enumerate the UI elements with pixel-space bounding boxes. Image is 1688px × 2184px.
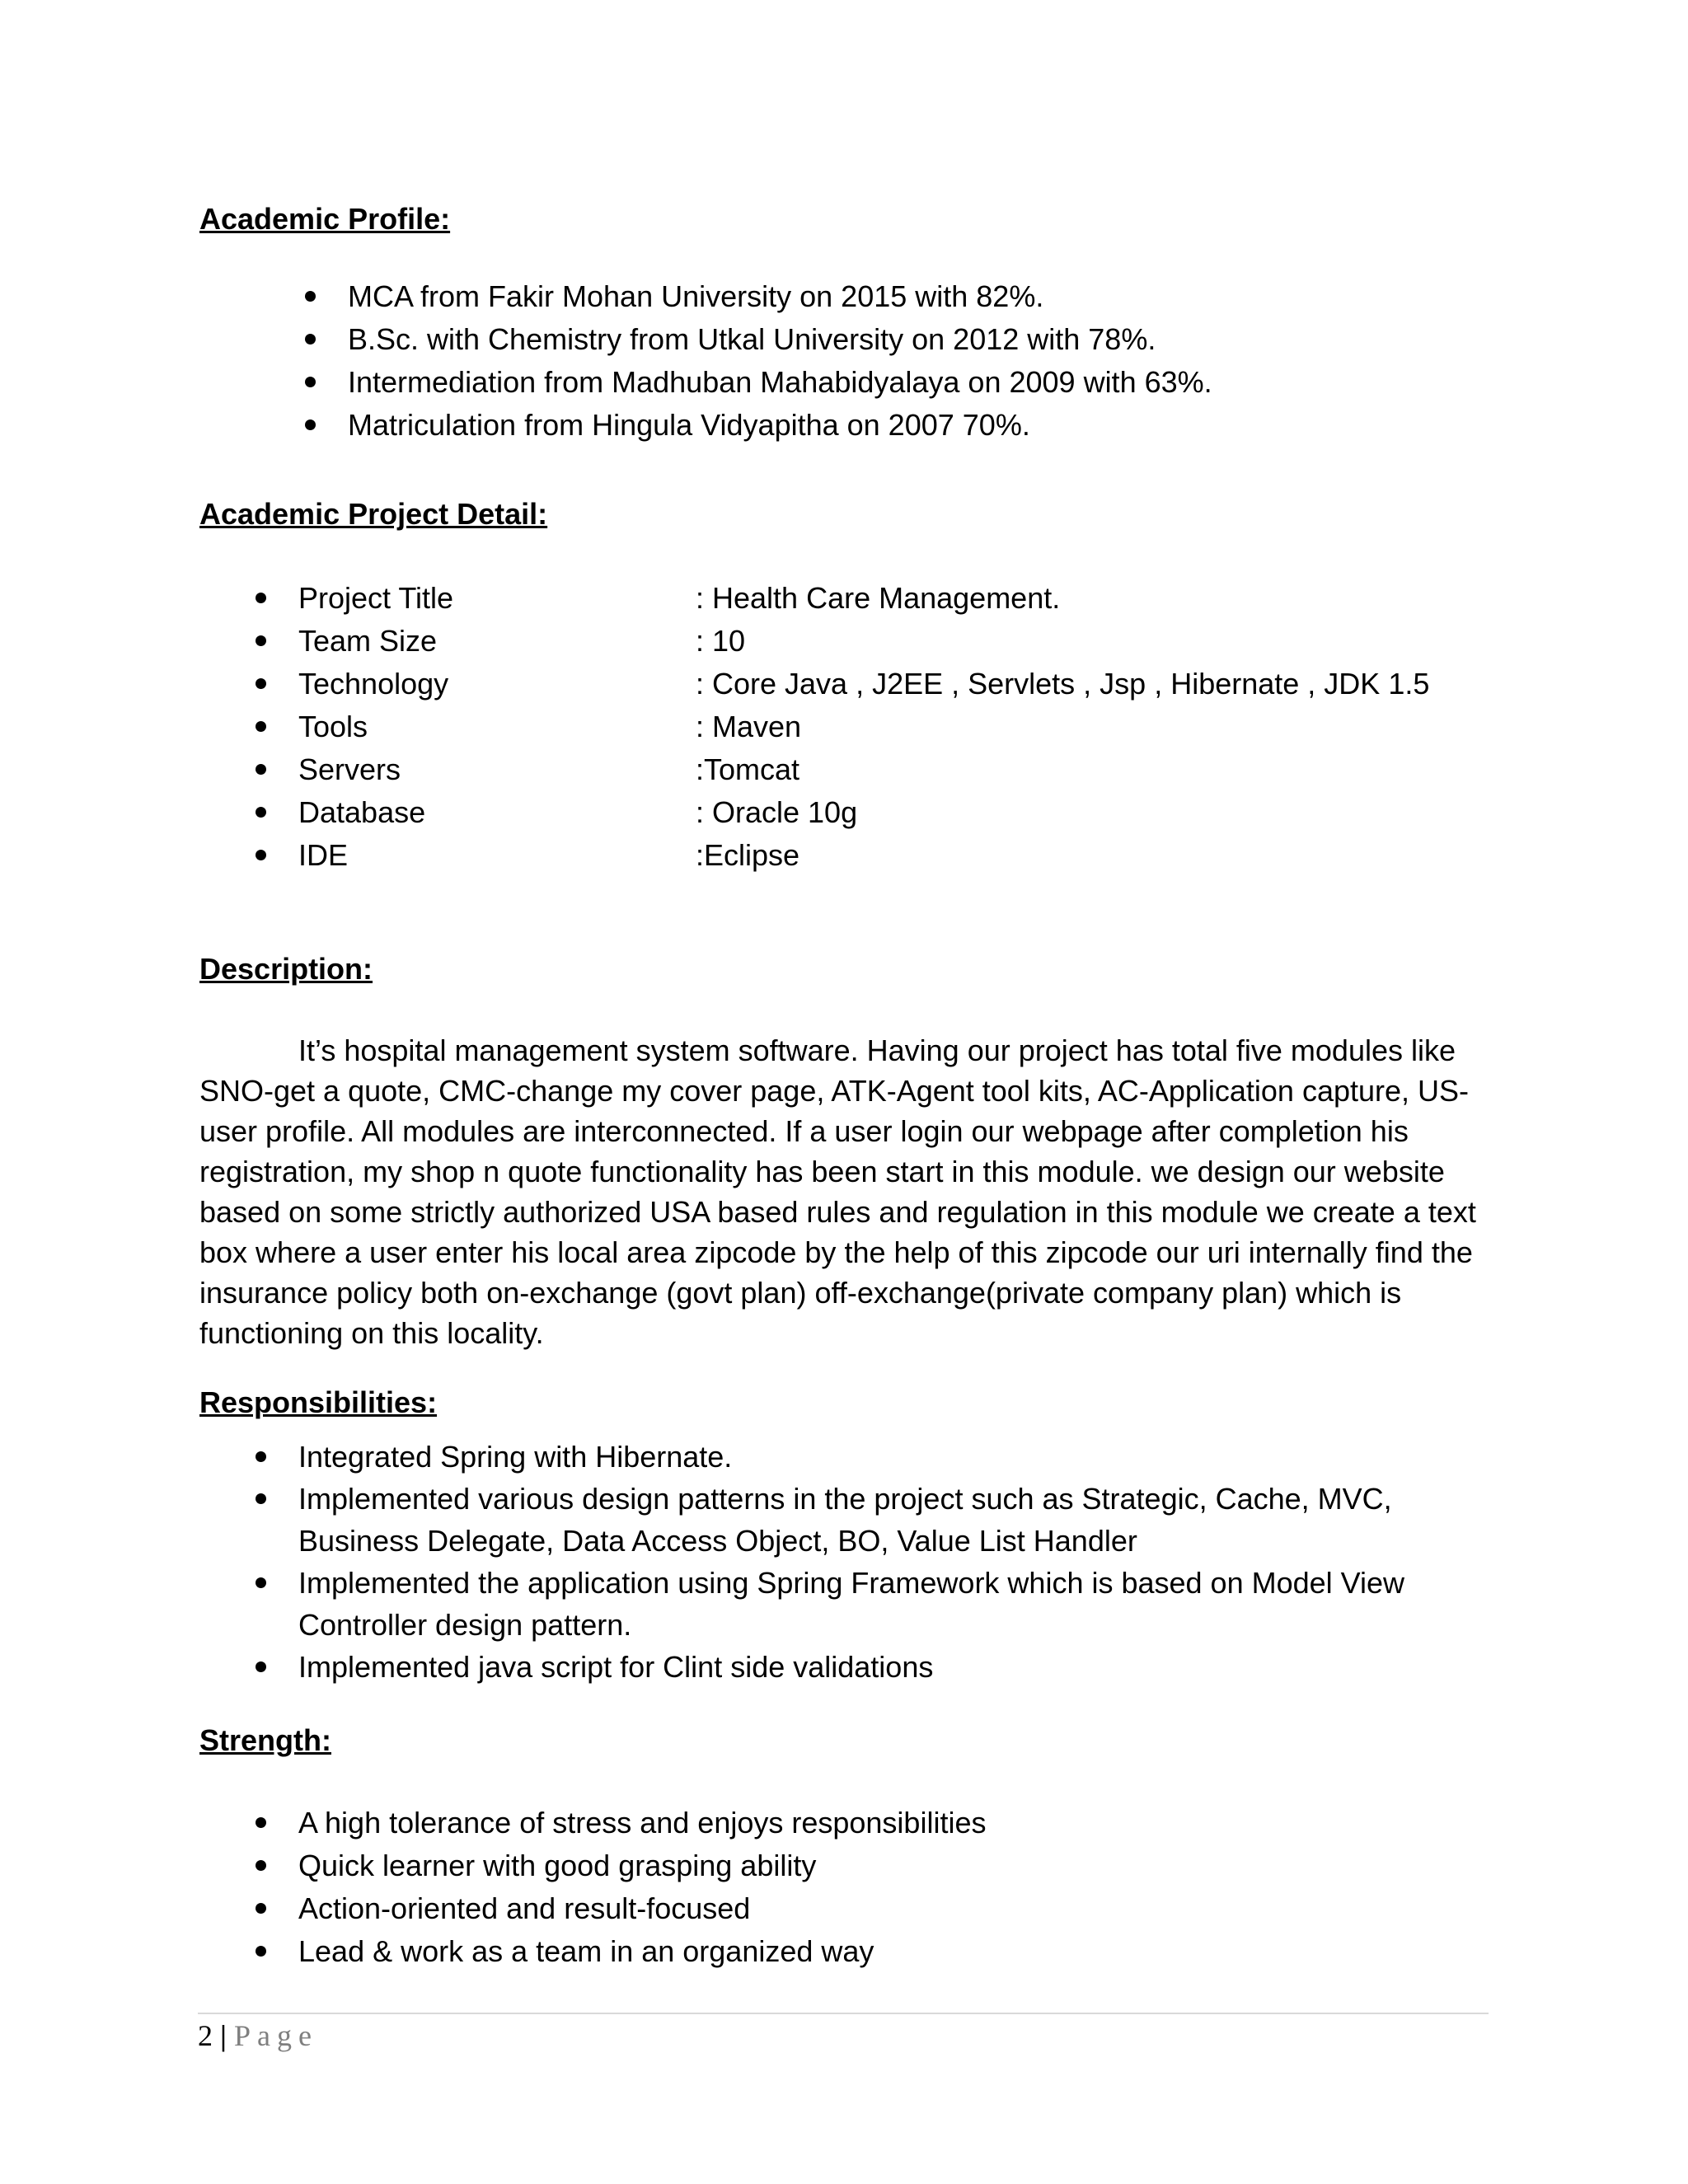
bullet-icon bbox=[256, 1577, 266, 1588]
detail-value: : 10 bbox=[696, 624, 746, 658]
project-detail-row bbox=[298, 748, 1535, 791]
description-heading: Description: bbox=[199, 952, 373, 986]
detail-label: Technology bbox=[298, 667, 449, 701]
bullet-icon bbox=[256, 807, 266, 818]
footer-separator: | bbox=[220, 2019, 227, 2052]
list-item: B.Sc. with Chemistry from Utkal University on 2012 with 78%. bbox=[348, 318, 1212, 361]
strength-list bbox=[298, 1802, 986, 1973]
list-item: Implemented the application using Spring Framework which is based on Model View Controller design pattern. bbox=[298, 1562, 1510, 1646]
bullet-icon bbox=[256, 593, 266, 603]
bullet-icon bbox=[256, 1817, 266, 1828]
bullet-icon bbox=[256, 1946, 266, 1957]
bullet-icon bbox=[305, 377, 316, 387]
academic-profile-list bbox=[348, 275, 1212, 447]
academic-project-heading: Academic Project Detail: bbox=[199, 497, 548, 531]
page-number: 2 bbox=[198, 2019, 213, 2052]
list-item: Lead & work as a team in an organized way bbox=[298, 1930, 986, 1973]
list-item: Action-oriented and result-focused bbox=[298, 1887, 986, 1930]
bullet-icon bbox=[305, 334, 316, 344]
detail-value: :Tomcat bbox=[696, 752, 800, 786]
page-label: Page bbox=[233, 2019, 318, 2052]
detail-label: Database bbox=[298, 795, 426, 829]
list-item: MCA from Fakir Mohan University on 2015 with 82%. bbox=[348, 275, 1212, 318]
bullet-icon bbox=[256, 764, 266, 775]
detail-value: : Maven bbox=[696, 710, 802, 743]
bullet-icon bbox=[256, 850, 266, 860]
detail-value: :Eclipse bbox=[696, 838, 800, 872]
bullet-icon bbox=[305, 291, 316, 302]
bullet-icon bbox=[256, 1903, 266, 1914]
bullet-icon bbox=[256, 1661, 266, 1672]
academic-profile-heading: Academic Profile: bbox=[199, 202, 451, 236]
responsibilities-list bbox=[298, 1436, 1510, 1688]
bullet-icon bbox=[256, 678, 266, 689]
bullet-icon bbox=[256, 1860, 266, 1871]
bullet-icon bbox=[256, 1451, 266, 1462]
detail-label: Team Size bbox=[298, 624, 438, 658]
detail-value: : Health Care Management. bbox=[696, 581, 1061, 615]
list-item: Quick learner with good grasping ability bbox=[298, 1844, 986, 1887]
project-detail-row bbox=[298, 620, 1535, 663]
strength-heading: Strength: bbox=[199, 1723, 331, 1757]
list-item: Intermediation from Madhuban Mahabidyalaya on 2009 with 63%. bbox=[348, 361, 1212, 404]
responsibilities-heading: Responsibilities: bbox=[199, 1385, 438, 1419]
detail-label: Project Title bbox=[298, 581, 454, 615]
description-paragraph: It’s hospital management system software. Having our project has total five modules like SNO-get a quote, CMC-change my cover page, ATK-Agent tool kits, AC-Application capture, US-user profile. All modules are interconnected. If a user login our webpage after completion his registration, my shop n quote functionality has been start in this module. we design our website based on some strictly authorized USA based rules and regulation in this module we create a text box where a user enter his local area zipcode by the help of this zipcode our uri internally find the insurance policy both on-exchange (govt plan) off-exchange(private company plan) which is functioning on this locality. bbox=[199, 1033, 1476, 1350]
page-footer bbox=[198, 2018, 318, 2054]
list-item: A high tolerance of stress and enjoys responsibilities bbox=[298, 1802, 986, 1844]
bullet-icon bbox=[256, 635, 266, 646]
footer-divider bbox=[198, 2013, 1489, 2014]
project-detail-row bbox=[298, 791, 1535, 834]
detail-value: : Core Java , J2EE , Servlets , Jsp , Hibernate , JDK 1.5 bbox=[696, 667, 1430, 701]
detail-label: Servers bbox=[298, 752, 401, 786]
bullet-icon bbox=[256, 721, 266, 732]
detail-value: : Oracle 10g bbox=[696, 795, 858, 829]
project-detail-list bbox=[298, 577, 1535, 877]
project-detail-row bbox=[298, 577, 1535, 620]
list-item: Integrated Spring with Hibernate. bbox=[298, 1436, 1510, 1478]
bullet-icon bbox=[256, 1493, 266, 1504]
detail-label: IDE bbox=[298, 838, 349, 872]
project-detail-row bbox=[298, 705, 1535, 748]
bullet-icon bbox=[305, 419, 316, 430]
list-item: Implemented java script for Clint side validations bbox=[298, 1646, 1510, 1688]
detail-label: Tools bbox=[298, 710, 368, 743]
project-detail-row bbox=[298, 663, 1535, 705]
list-item: Matriculation from Hingula Vidyapitha on 2007 70%. bbox=[348, 404, 1212, 447]
list-item: Implemented various design patterns in the project such as Strategic, Cache, MVC, Business Delegate, Data Access Object, BO, Value List Handler bbox=[298, 1478, 1510, 1562]
project-detail-row bbox=[298, 834, 1535, 877]
